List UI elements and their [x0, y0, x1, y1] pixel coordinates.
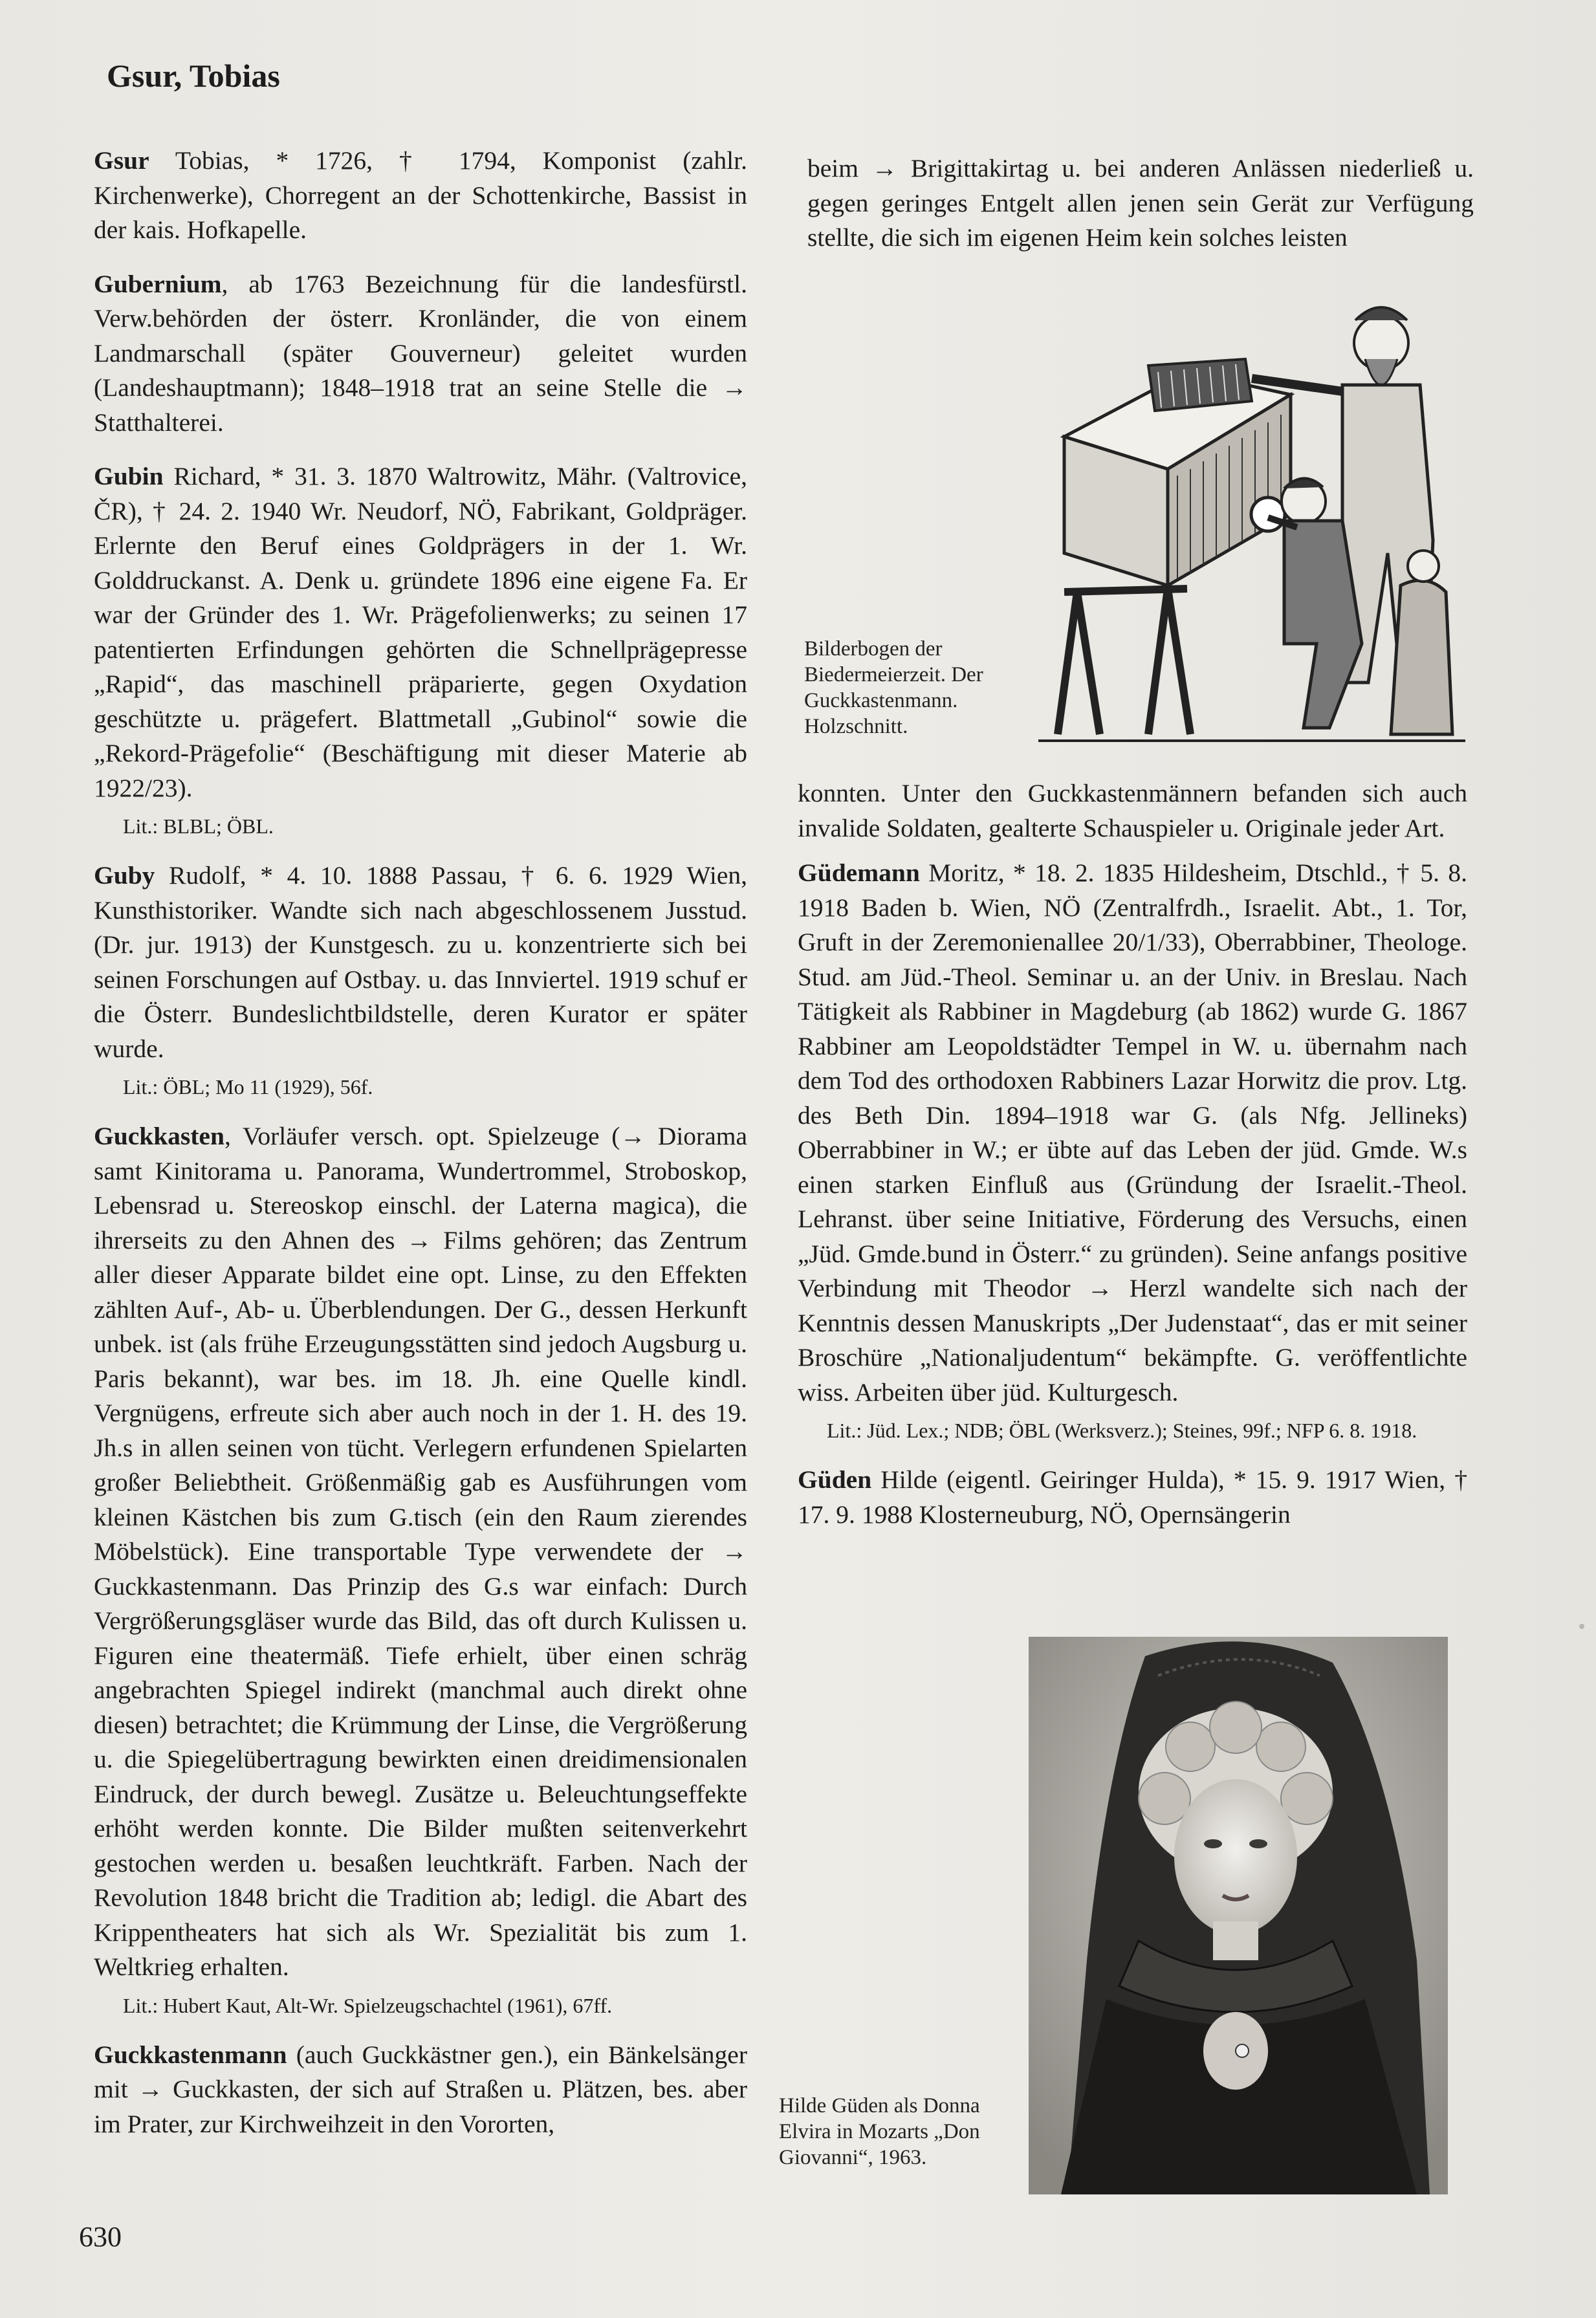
page-number: 630: [79, 2221, 122, 2253]
entry-text: Moritz, * 18. 2. 1835 Hildesheim, Dtschld., † 5. 8. 1918 Baden b. Wien, NÖ (Zentralfrdh., Israelit. Abt., 1. Tor, Gruft in der Zeremonienallee 20/1/33), Oberrabbiner, Theologe. Stud. am Jüd.-Theol. Seminar u. an der Univ. in Breslau. Nach Tätigkeit als Rabbiner in Magdeburg (ab 1862) wurde G. 1867 Rabbiner am Leopoldstädter Tempel in W. u. übernahm nach dem Tod des orthodoxen Rabbiners Lazar Horwitz die prov. Ltg. des Beth Din. 1894–1918 war G. (als Nfg. Jellineks) Oberrabbiner in W.; er übte auf das Leben der jüd. Gmde. W.s einen starken Einfluß aus (Gründung der Israelit.-Theol. Lehranst. über seine Initiative, Förderung des Versuchs, einen „Jüd. Gmde.bund in Österr.“ zu gründen). Seine anfangs positive Verbindung mit Theodor → Herzl wandelte sich nach der Kenntnis dessen Manuskripts „Der Judenstaat“, das er mit seiner Broschüre „Nationaljudentum“ bekämpfte. G. veröffentlichte wiss. Arbeiten über jüd. Kulturgesch.: [798, 858, 1467, 1406]
entry-text: Tobias, * 1726, † 1794, Komponist (zahlr. Kirchenwerke), Chorregent an der Schottenkirche, Bassist in der kais. Hofkapelle.: [94, 146, 747, 244]
left-column: [94, 144, 747, 2152]
entry-gubin: [94, 459, 747, 805]
entry-headword: Gsur: [94, 146, 149, 175]
right-column-top: [807, 151, 1474, 266]
entry-gubernium: [94, 267, 747, 441]
right-column-middle: [798, 776, 1467, 1542]
literature-reference: Lit.: BLBL; ÖBL.: [123, 815, 274, 838]
entry-headword: Güden: [798, 1465, 872, 1494]
entry-text: (auch Guckkästner gen.), ein Bänkelsänger mit → Guckkasten, der sich auf Straßen u. Plätzen, bes. aber im Prater, zur Kirchweihzeit in den Vororten,: [94, 2040, 747, 2138]
portrait-photo-hilde-gueden: [1029, 1637, 1448, 2194]
entry-guckkastenmann: [94, 2038, 747, 2142]
literature-reference: Lit.: ÖBL; Mo 11 (1929), 56f.: [123, 1075, 373, 1099]
entry-guby: [94, 858, 747, 1066]
woodcut-peepshow-illustration: [1038, 281, 1465, 750]
entry-headword: Guby: [94, 861, 155, 890]
figure-caption: Bilderbogen der Biedermeierzeit. Der Guckkastenmann. Holzschnitt.: [804, 637, 983, 738]
entry-text: Rudolf, * 4. 10. 1888 Passau, † 6. 6. 1929 Wien, Kunsthistoriker. Wandte sich nach abgeschlossenem Jusstud. (Dr. jur. 1913) der Kunstgesch. zu u. konzentrierte sich bei seinen Forschungen auf Ostbay. u. das Innviertel. 1919 schuf er die Österr. Bundeslichtbildstelle, deren Kurator er später wurde.: [94, 861, 747, 1063]
scan-speck: [1579, 1624, 1584, 1629]
entry-text: , ab 1763 Bezeichnung für die landesfürstl. Verw.behörden der österr. Kronländer, die von einem Landmarschall (später Gouverneur) geleitet wurden (Landeshauptmann); 1848–1918 trat an seine Stelle die → Statthalterei.: [94, 269, 747, 437]
entry-gsur: [94, 144, 747, 248]
entry-guedemann: [798, 856, 1467, 1410]
entry-text: , Vorläufer versch. opt. Spielzeuge (→ Diorama samt Kinitorama u. Panorama, Wundertrommel, Stroboskop, Lebensrad u. Stereoskop einschl. der Laterna magica), die ihrerseits zu den Ahnen des → Films gehören; das Zentrum aller dieser Apparate bildet eine opt. Linse, zu den Effekten zählten Auf-, Ab- u. Überblendungen. Der G., dessen Herkunft unbek. ist (als frühe Erzeugungsstätten sind jedoch Augsburg u. Paris bekannt), war bes. im 18. Jh. eine Quelle kindl. Vergnügens, erfreute sich aber auch noch in der 1. H. des 19. Jh.s in allen seinen von tücht. Verlegern erfundenen Spielarten großer Beliebtheit. Größenmäßig gab es Ausführungen vom kleinen Kästchen bis zum G.tisch (ein den Raum zierendes Möbelstück). Eine transportable Type verwendete der → Guckkastenmann. Das Prinzip des G.s war einfach: Durch Vergrößerungsgläser wurde das Bild, das oft durch Kulissen u. Figuren eine theatermäß. Tiefe erhielt, über einen schräg angebrachten Spiegel indirekt (manchmal auch direkt ohne diesen) betrachtet; die Krümmung der Linse, die Vergrößerung u. die Spiegelübertragung bewirkten einen dreidimensionalen Eindruck, der durch bewegl. Zusätze u. Beleuchtungseffekte erhöht werden konnte. Die Bilder mußten seitenverkehrt gestochen werden u. besaßen leuchtkräft. Farben. Nach der Revolution 1848 bricht die Tradition ab; ledigl. die Abart des Krippentheaters hat sich als Wr. Spezialität bis zum 1. Weltkrieg erhalten.: [94, 1122, 747, 1981]
literature-reference: Lit.: Jüd. Lex.; NDB; ÖBL (Werksverz.); Steines, 99f.; NFP 6. 8. 1918.: [827, 1419, 1417, 1442]
entry-guckkasten: [94, 1119, 747, 1985]
entry-headword: Gubin: [94, 462, 164, 490]
literature-reference: Lit.: Hubert Kaut, Alt-Wr. Spielzeugschachtel (1961), 67ff.: [123, 1993, 613, 2017]
entry-text: Hilde (eigentl. Geiringer Hulda), * 15. 9. 1917 Wien, † 17. 9. 1988 Klosterneuburg, NÖ, Opernsängerin: [798, 1465, 1467, 1529]
entry-headword: Guckkasten: [94, 1122, 224, 1150]
entry-headword: Gubernium: [94, 269, 222, 298]
figure-caption: Hilde Güden als Donna Elvira in Mozarts „Don Giovanni“, 1963.: [779, 2094, 980, 2169]
entry-text: Richard, * 31. 3. 1870 Waltrowitz, Mähr. (Valtrovice, ČR), † 24. 2. 1940 Wr. Neudorf, NÖ, Fabrikant, Goldpräger. Erlernte den Beruf eines Goldprägers in der 1. Wr. Golddruckanst. A. Denk u. gründete 1896 eine eigene Fa. Er war der Gründer des 1. Wr. Prägefolienwerks; zu seinen 17 patentierten Erfindungen gehörten die Schnellprägepresse „Rapid“, das maschinell präparierte, gegen Oxydation geschützte u. prägefert. Blattmetall „Gubinol“ sowie die „Rekord-Prägefolie“ (Beschäftigung mit dieser Materie ab 1922/23).: [94, 462, 747, 802]
entry-continuation: beim → Brigittakirtag u. bei anderen Anlässen niederließ u. gegen geringes Entgelt allen jenen sein Gerät zur Verfügung stellte, die sich im eigenen Heim kein solches leisten: [807, 154, 1474, 252]
entry-headword: Guckkastenmann: [94, 2040, 287, 2069]
entry-continuation: konnten. Unter den Guckkastenmännern befanden sich auch invalide Soldaten, gealterte Schauspieler u. Originale jeder Art.: [798, 779, 1467, 842]
running-header: Gsur, Tobias: [107, 58, 280, 94]
entry-gueden: [798, 1463, 1467, 1532]
entry-headword: Güdemann: [798, 858, 920, 887]
